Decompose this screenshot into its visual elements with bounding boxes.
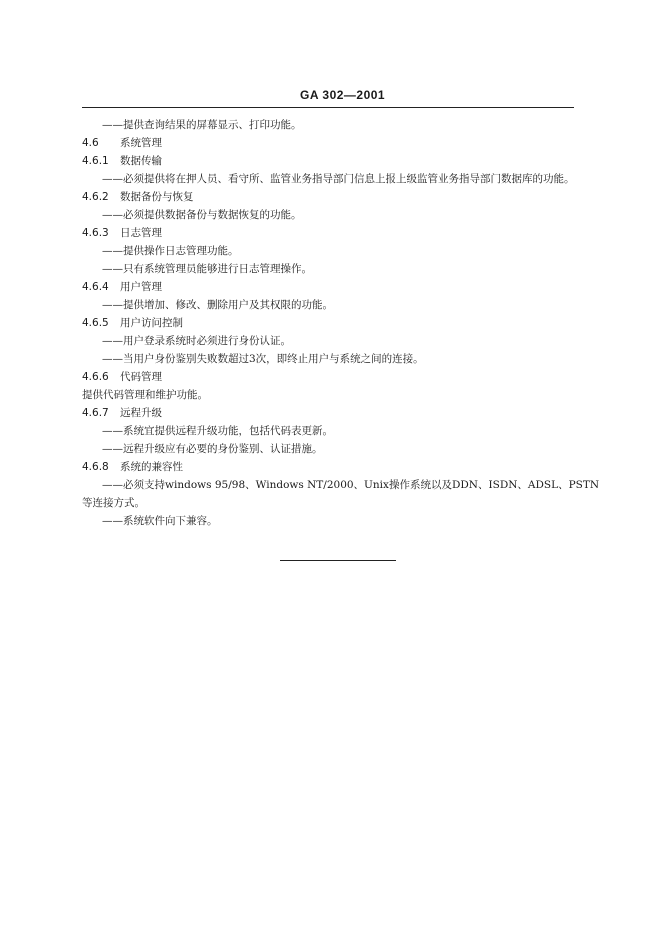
list-item: ——只有系统管理员能够进行日志管理操作。	[102, 263, 312, 275]
section-title: 数据备份与恢复	[120, 191, 194, 203]
standard-number: GA 302—2001	[300, 88, 386, 102]
section-number: 4.6.6	[82, 371, 109, 383]
header-rule	[82, 107, 574, 108]
section-number: 4.6.2	[82, 191, 109, 203]
section-title: 用户管理	[120, 281, 162, 293]
section-heading	[82, 368, 602, 386]
list-item: ——远程升级应有必要的身份鉴别、认证措施。	[102, 443, 323, 455]
section-heading	[82, 188, 602, 206]
list-item: ——提供查询结果的屏幕显示、打印功能。	[102, 119, 302, 131]
list-item: ——提供操作日志管理功能。	[102, 245, 239, 257]
section-title: 用户访问控制	[120, 317, 183, 329]
document-body	[82, 116, 602, 530]
section-number: 4.6.4	[82, 281, 109, 293]
list-item: ——系统软件向下兼容。	[102, 515, 218, 527]
section-title: 代码管理	[120, 371, 162, 383]
list-item: ——用户登录系统时必须进行身份认证。	[102, 335, 291, 347]
section-heading	[82, 224, 602, 242]
section-number: 4.6.8	[82, 461, 109, 473]
section-title: 数据传输	[120, 155, 162, 167]
section-title: 系统的兼容性	[120, 461, 183, 473]
section-heading	[82, 404, 602, 422]
list-item: ——系统宜提供远程升级功能，包括代码表更新。	[102, 425, 333, 437]
list-item: ——当用户身份鉴别失败数超过3次，即终止用户与系统之间的连接。	[102, 353, 424, 365]
section-title: 远程升级	[120, 407, 162, 419]
section-heading	[82, 134, 602, 152]
section-number: 4.6.3	[82, 227, 109, 239]
list-item: ——必须提供将在押人员、看守所、监管业务指导部门信息上报上级监管业务指导部门数据库的功能。	[102, 173, 575, 185]
section-title: 系统管理	[120, 137, 162, 149]
section-heading	[82, 314, 602, 332]
end-rule	[280, 560, 396, 561]
list-item: ——必须提供数据备份与数据恢复的功能。	[102, 209, 302, 221]
section-heading	[82, 458, 602, 476]
paragraph: 提供代码管理和维护功能。	[82, 389, 208, 401]
section-number: 4.6.7	[82, 407, 109, 419]
section-number: 4.6	[82, 137, 99, 149]
section-heading	[82, 152, 602, 170]
section-number: 4.6.1	[82, 155, 109, 167]
list-item: ——必须支持windows 95/98、Windows NT/2000、Unix操作系统以及DDN、ISDN、ADSL、PSTN等连接方式。	[82, 479, 600, 509]
section-number: 4.6.5	[82, 317, 109, 329]
section-heading	[82, 278, 602, 296]
section-title: 日志管理	[120, 227, 162, 239]
list-item: ——提供增加、修改、删除用户及其权限的功能。	[102, 299, 333, 311]
